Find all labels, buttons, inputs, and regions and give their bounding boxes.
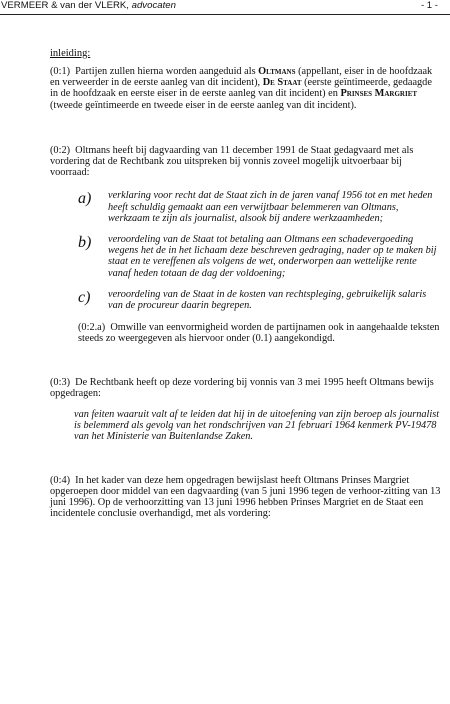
paragraph-0-4 — [50, 475, 442, 520]
intro-text-3: (eerste geïntimeerde, gedaagde in de hoofdzaak en eerste eiser in de eerste aanleg van dit incident) en — [50, 77, 432, 100]
paragraph-0-1 — [50, 66, 442, 111]
claims-list — [78, 190, 442, 311]
page-number: - 1 - — [420, 0, 438, 11]
paragraph-text: Oltmans heeft bij dagvaarding van 11 december 1991 de Staat gedagvaard met als vordering dat de Rechtbank zou uitspreken bij vonnis zoveel mogelijk uitvoerbaar bij voorraad: — [50, 144, 414, 179]
paragraph-text: De Rechtbank heeft op deze vordering bij vonnis van 3 mei 1995 heeft Oltmans bewijs opgedragen: — [50, 376, 434, 399]
firm-name — [1, 0, 176, 12]
paragraph-number: (0:3) — [50, 376, 71, 388]
list-item-label: b) — [78, 234, 92, 252]
intro-text-4: (tweede geïntimeerde en tweede eiser in de eerste aanleg van dit incident). — [50, 99, 357, 111]
paragraph-number: (0:2.a) — [78, 322, 106, 334]
intro-text-2: (appellant, eiser in de hoofdzaak en verweerder in de eerste aanleg van dit incident), — [50, 66, 433, 89]
party-name-margriet: Prinses Margriet — [340, 88, 418, 100]
paragraph-number: (0:2) — [50, 144, 71, 156]
quoted-assignment: van feiten waaruit valt af te leiden dat hij in de uitoefening van zijn beroep als journalist is belemmerd als gevolg van het rondschrijven van 21 februari 1964 kenmerk PV-19478 van het Ministerie van Buitenlandse Zaken. — [74, 409, 440, 443]
firm-name-italic: advocaten — [131, 0, 176, 11]
paragraph-number: (0:4) — [50, 474, 71, 486]
party-name-oltmans: Oltmans — [258, 66, 296, 77]
list-item-label: a) — [78, 190, 92, 208]
page-header — [0, 0, 450, 15]
intro-text-1: Partijen zullen hierna worden aangeduid als — [75, 66, 259, 77]
paragraph-number: (0:1) — [50, 66, 71, 77]
paragraph-text: In het kader van deze hem opgedragen bewijslast heeft Oltmans Prinses Margriet opgeroepen door middel van een dagvaarding (van 5 juni 1996 tegen de verhoor-zitting van 13 juni 1996). Op de verhoorzitting van 13 juni 1996 hebben Prinses Margriet en de Staat een incidentele conclusie overhandigd, met als vordering: — [50, 474, 441, 520]
list-item — [78, 234, 442, 279]
paragraph-0-2 — [50, 145, 442, 179]
list-item-text: veroordeling van de Staat tot betaling aan Oltmans een schadevergoeding wegens het de in het lichaam deze beschreven gedraging, nader op te maken bij staat en te vereffenen als volgens de wet, onderworpen aan wettelijke rente vanaf heden totaan de dag der voldoening; — [108, 234, 437, 279]
paragraph-0-2a — [78, 322, 442, 344]
list-item-text: veroordeling van de Staat in de kosten van rechtspleging, gebruikelijk salaris van de procureur daarin begrepen. — [108, 288, 427, 312]
firm-name-plain: VERMEER & van der VLERK, — [1, 0, 132, 11]
party-name-staat: De Staat — [262, 77, 302, 89]
list-item — [78, 190, 442, 224]
list-item-text: verklaring voor recht dat de Staat zich in de jaren vanaf 1956 tot en met heden heeft schuldig gemaakt aan een verwijtbaar belemmeren van Oltmans, werkzaam te zijn als journalist, alsook bij andere werkzaamheden; — [108, 190, 433, 224]
list-item — [78, 289, 442, 311]
document-body — [50, 48, 442, 519]
list-item-label: c) — [78, 288, 91, 306]
paragraph-text: Omwille van eenvormigheid worden de partijnamen ook in aangehaalde teksten steeds zo weergegeven als hiervoor onder (0.1) aangekondigd. — [78, 322, 440, 345]
section-title: inleiding: — [50, 48, 91, 59]
paragraph-0-3 — [50, 377, 442, 399]
